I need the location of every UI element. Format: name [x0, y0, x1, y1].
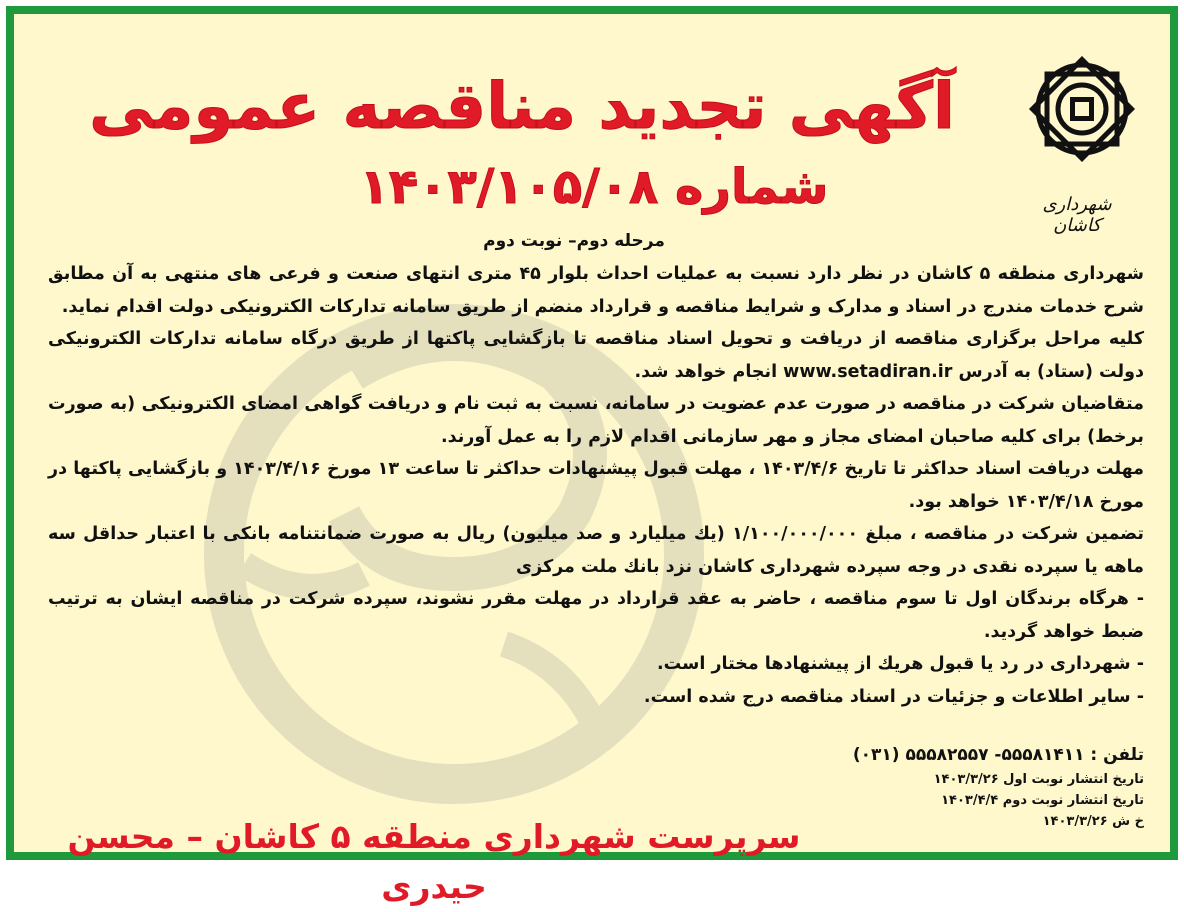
phone-numbers: تلفن : ۵۵۵۸۱۴۱۱- ۵۵۵۸۲۵۵۷ (۰۳۱)	[852, 745, 1144, 765]
paragraph-project: شهرداری منطقه ۵ کاشان در نظر دارد نسبت به عملیات احداث بلوار ۴۵ متری انتهای صنعت و فرعی های منتهی به آن مطابق شرح خدمات مندرج در اسناد و مدارک و شرایط مناقصه و قرارداد منضم از طریق سامانه تدارکات الکترونیکی دولت اقدام نماید.	[48, 264, 1144, 317]
paragraph-registration: متقاضیان شرکت در مناقصه در صورت عدم عضویت در سامانه، نسبت به ثبت نام و دریافت گواهی امضای الکترونیکی (به صورت برخط) برای کلیه صاحبان امضای مجاز و مهر سازمانی اقدام لازم را به عمل آورند.	[48, 394, 1144, 447]
notice-code: خ ش ۱۴۰۳/۳/۲۶	[1042, 814, 1144, 829]
logo-caption: شهرداری کاشان	[1042, 194, 1112, 236]
publish-date-second: تاریخ انتشار نوبت دوم ۱۴۰۳/۴/۴	[941, 793, 1144, 808]
paragraph-rights: - شهرداری در رد یا قبول هریك از پیشنهادها مختار است.	[657, 654, 1144, 674]
paragraph-procedure: کلیه مراحل برگزاری مناقصه از دریافت و تحویل اسناد مناقصه تا بازگشایی پاکتها از طریق درگاه سامانه تدارکات الکترونیکی دولت (ستاد) به آدرس www.setadiran.ir انجام خواهد شد.	[48, 329, 1144, 382]
notice-frame	[6, 6, 1178, 906]
paragraph-details: - سایر اطلاعات و جزئیات در اسناد مناقصه درج شده است.	[643, 686, 1144, 707]
paragraph-guarantee: تضمین شرکت در مناقصه ، مبلغ ۱/۱۰۰/۰۰۰/۰۰۰ (یك میلیارد و صد میلیون) ریال به صورت ضمانتنامه بانکی با اعتبار حداقل سه ماهه یا سپرده نقدی در وجه سپرده شهرداری کاشان نزد بانك ملت مرکزی	[48, 524, 1144, 577]
signature: سرپرست شهرداری منطقه ۵ کاشان – محسن حیدری	[67, 817, 801, 906]
notice-title: آگهی تجدید مناقصه عمومی	[89, 70, 955, 144]
paragraph-forfeit: - هرگاه برندگان اول تا سوم مناقصه ، حاضر به عقد قرارداد در مهلت مقرر نشوند، سپرده شرکت در مناقصه ایشان به ترتیب ضبط خواهد گردید.	[48, 589, 1144, 642]
publish-date-first: تاریخ انتشار نوبت اول ۱۴۰۳/۳/۲۶	[933, 772, 1144, 787]
notice-stage: مرحله دوم– نوبت دوم	[483, 231, 665, 251]
notice-number: شماره ۱۴۰۳/۱۰۵/۰۸	[359, 159, 829, 215]
notice-body	[48, 258, 1144, 713]
paragraph-deadlines: مهلت دریافت اسناد حداکثر تا تاریخ ۱۴۰۳/۴/۶ ، مهلت قبول پیشنهادات حداکثر تا ساعت ۱۳ مورخ ۱۴۰۳/۴/۱۶ و بازگشایی پاکتها در مورخ ۱۴۰۳/۴/۱۸ خواهد بود.	[48, 459, 1144, 512]
